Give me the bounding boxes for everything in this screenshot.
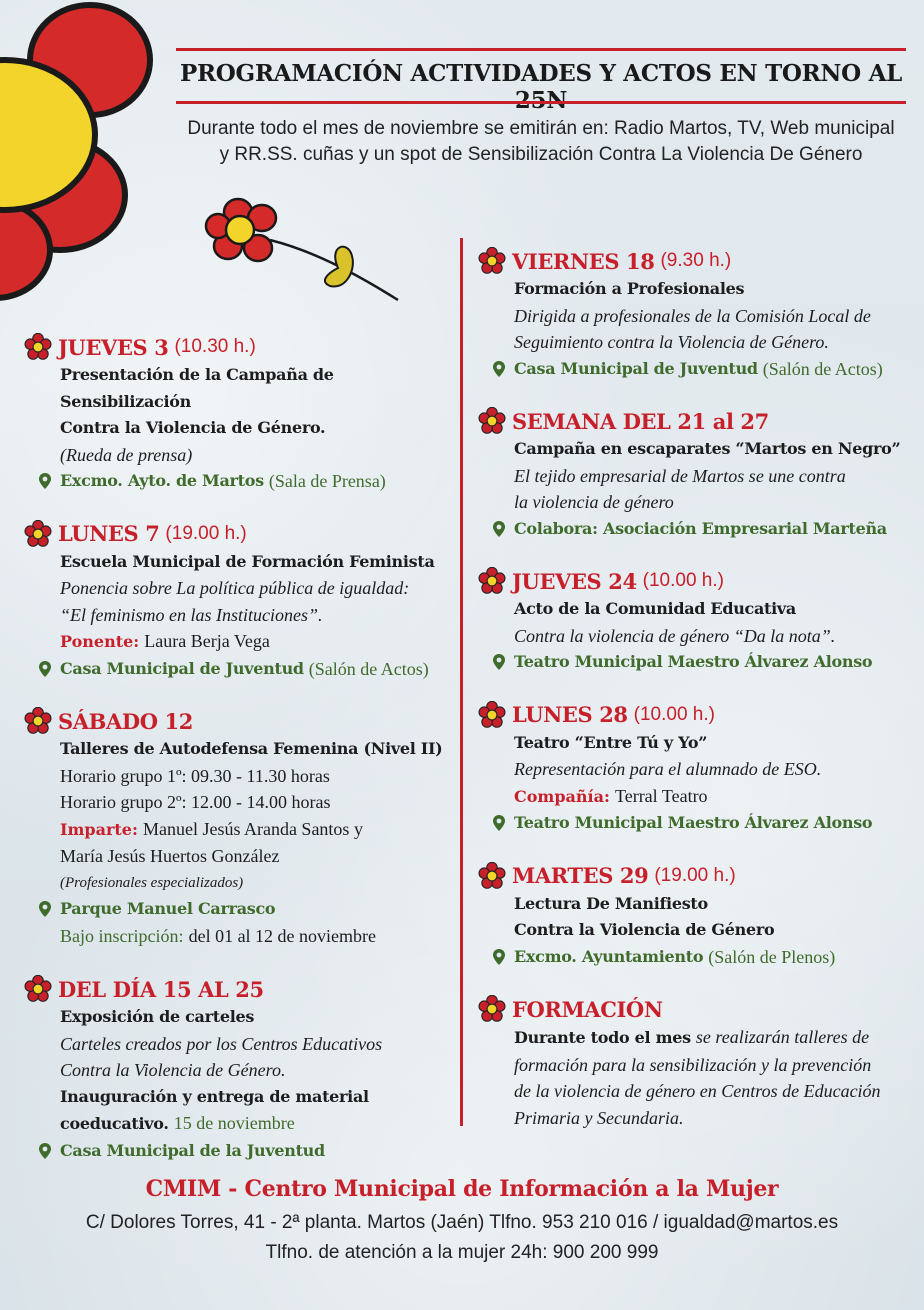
flower-icon [478, 862, 506, 890]
header-bottom-rule [176, 101, 906, 104]
event-title: SEMANA DEL 21 al 27 [512, 408, 769, 434]
location-pin-icon [38, 1142, 52, 1160]
event-location: Casa Municipal de Juventud (Salón de Actos) [492, 356, 908, 383]
flower-icon [478, 247, 506, 275]
event-location: Parque Manuel Carrasco [38, 896, 454, 923]
event-title: MARTES 29 [512, 863, 649, 888]
flower-icon [478, 567, 506, 595]
event-location: Teatro Municipal Maestro Álvarez Alonso [492, 649, 908, 676]
column-divider [460, 238, 463, 1126]
flower-icon [24, 520, 52, 548]
event-title: LUNES 28 [512, 702, 628, 727]
header-top-rule [176, 48, 906, 51]
event-formacion: FORMACIÓN Durante todo el mes se realizarán talleres de formación para la sensibilización y la prevención de la violencia de género en Centros de Educación Primaria y Secundaria. [478, 994, 908, 1131]
event-title: LUNES 7 [58, 521, 160, 546]
event-location: Casa Municipal de Juventud (Salón de Actos) [38, 656, 454, 683]
event-viernes-18: VIERNES 18 (9.30 h.) Formación a Profesionales Dirigida a profesionales de la Comisión Local de Seguimiento contra la Violencia de Género. Casa Municipal de Juventud (Salón de Actos) [478, 246, 908, 382]
right-column [478, 246, 908, 1155]
footer-title: CMIM - Centro Municipal de Información a la Mujer [145, 1176, 779, 1202]
event-title: VIERNES 18 [512, 248, 655, 274]
location-pin-icon [492, 360, 506, 378]
event-location: Excmo. Ayto. de Martos (Sala de Prensa) [38, 468, 454, 495]
event-title: DEL DÍA 15 AL 25 [58, 976, 264, 1002]
event-location: Teatro Municipal Maestro Álvarez Alonso [492, 810, 908, 837]
event-time: (10.00 h.) [642, 570, 724, 591]
footer-hotline: Tlfno. de atención a la mujer 24h: 900 200 999 [265, 1242, 659, 1263]
event-time: (9.30 h.) [660, 250, 732, 271]
small-flower-illustration [200, 190, 410, 310]
location-pin-icon [38, 660, 52, 678]
page-title: PROGRAMACIÓN ACTIVIDADES Y ACTOS EN TORNO AL [179, 60, 903, 87]
location-pin-icon [38, 472, 52, 490]
event-time: (10.30 h.) [174, 336, 256, 357]
location-pin-icon [492, 653, 506, 671]
event-lunes-28: LUNES 28 (10.00 h.) Teatro “Entre Tú y Yo” Representación para el alumnado de ESO. Compañía: Terral Teatro Teatro Municipal Maestro Álvarez Alonso [478, 700, 908, 837]
big-flower-illustration [0, 0, 170, 320]
flower-icon [24, 975, 52, 1003]
event-sabado-12: SÁBADO 12 Talleres de Autodefensa Femenina (Nivel II) Horario grupo 1º: 09.30 - 11.30 horas Horario grupo 2º: 12.00 - 14.00 horas Imparte: Manuel Jesús Aranda Santos y María Jesús Huertos González (Profesionales especializados) Parque Manuel Carrasco Bajo inscripción: del 01 al 12 de noviembre [24, 706, 454, 950]
event-location: Colabora: Asociación Empresarial Marteña [492, 516, 908, 543]
location-pin-icon [492, 814, 506, 832]
location-pin-icon [492, 520, 506, 538]
event-title: SÁBADO 12 [58, 708, 193, 734]
event-time: (10.00 h.) [633, 703, 715, 725]
event-lunes-7: LUNES 7 (19.00 h.) Escuela Municipal de Formación Feminista Ponencia sobre La política pública de igualdad: “El feminismo en las Instituciones”. Ponente: Laura Berja Vega Casa Municipal de Juventud (Salón de Actos) [24, 519, 454, 683]
event-location: Casa Municipal de la Juventud [38, 1138, 454, 1165]
intro-text: Durante todo el mes de noviembre se emitirán en: Radio Martos, TV, Web municipal y RR.SS. cuñas y un spot de Sensibilización Contra La Violencia De Género [187, 118, 895, 165]
flower-icon [478, 995, 506, 1023]
flower-icon [24, 333, 52, 361]
location-pin-icon [38, 900, 52, 918]
event-time: (19.00 h.) [654, 864, 736, 886]
event-title: JUEVES 3 [58, 334, 169, 360]
event-semana-21-27: SEMANA DEL 21 al 27 Campaña en escaparates “Martos en Negro” El tejido empresarial de Martos se une contra la violencia de género Colabora: Asociación Empresarial Marteña [478, 406, 908, 542]
footer-address: C/ Dolores Torres, 41 - 2ª planta. Martos (Jaén) Tlfno. 953 210 016 / igualdad@martos.es [85, 1212, 839, 1233]
event-time: (19.00 h.) [165, 522, 247, 544]
event-title: FORMACIÓN [512, 996, 663, 1022]
left-column [24, 332, 454, 1188]
flower-icon [478, 701, 506, 729]
location-pin-icon [492, 948, 506, 966]
event-jueves-3: JUEVES 3 (10.30 h.) Presentación de la Campaña de Sensibilización Contra la Violencia de Género. (Rueda de prensa) Excmo. Ayto. de Martos (Sala de Prensa) [24, 332, 454, 495]
event-del-15-al-25: DEL DÍA 15 AL 25 Exposición de carteles Carteles creados por los Centros Educativos Contra la Violencia de Género. Inauguración y entrega de material coeducativo. 15 de noviembre Casa Municipal de la Juventud [24, 974, 454, 1164]
event-location: Excmo. Ayuntamiento (Salón de Plenos) [492, 944, 908, 971]
flower-icon [24, 707, 52, 735]
event-title: JUEVES 24 [512, 568, 637, 594]
event-martes-29: MARTES 29 (19.00 h.) Lectura De Manifiesto Contra la Violencia de Género Excmo. Ayuntamiento (Salón de Plenos) [478, 861, 908, 971]
event-jueves-24: JUEVES 24 (10.00 h.) Acto de la Comunidad Educativa Contra la violencia de género “Da la nota”. Teatro Municipal Maestro Álvarez Alonso [478, 566, 908, 676]
flower-icon [478, 407, 506, 435]
